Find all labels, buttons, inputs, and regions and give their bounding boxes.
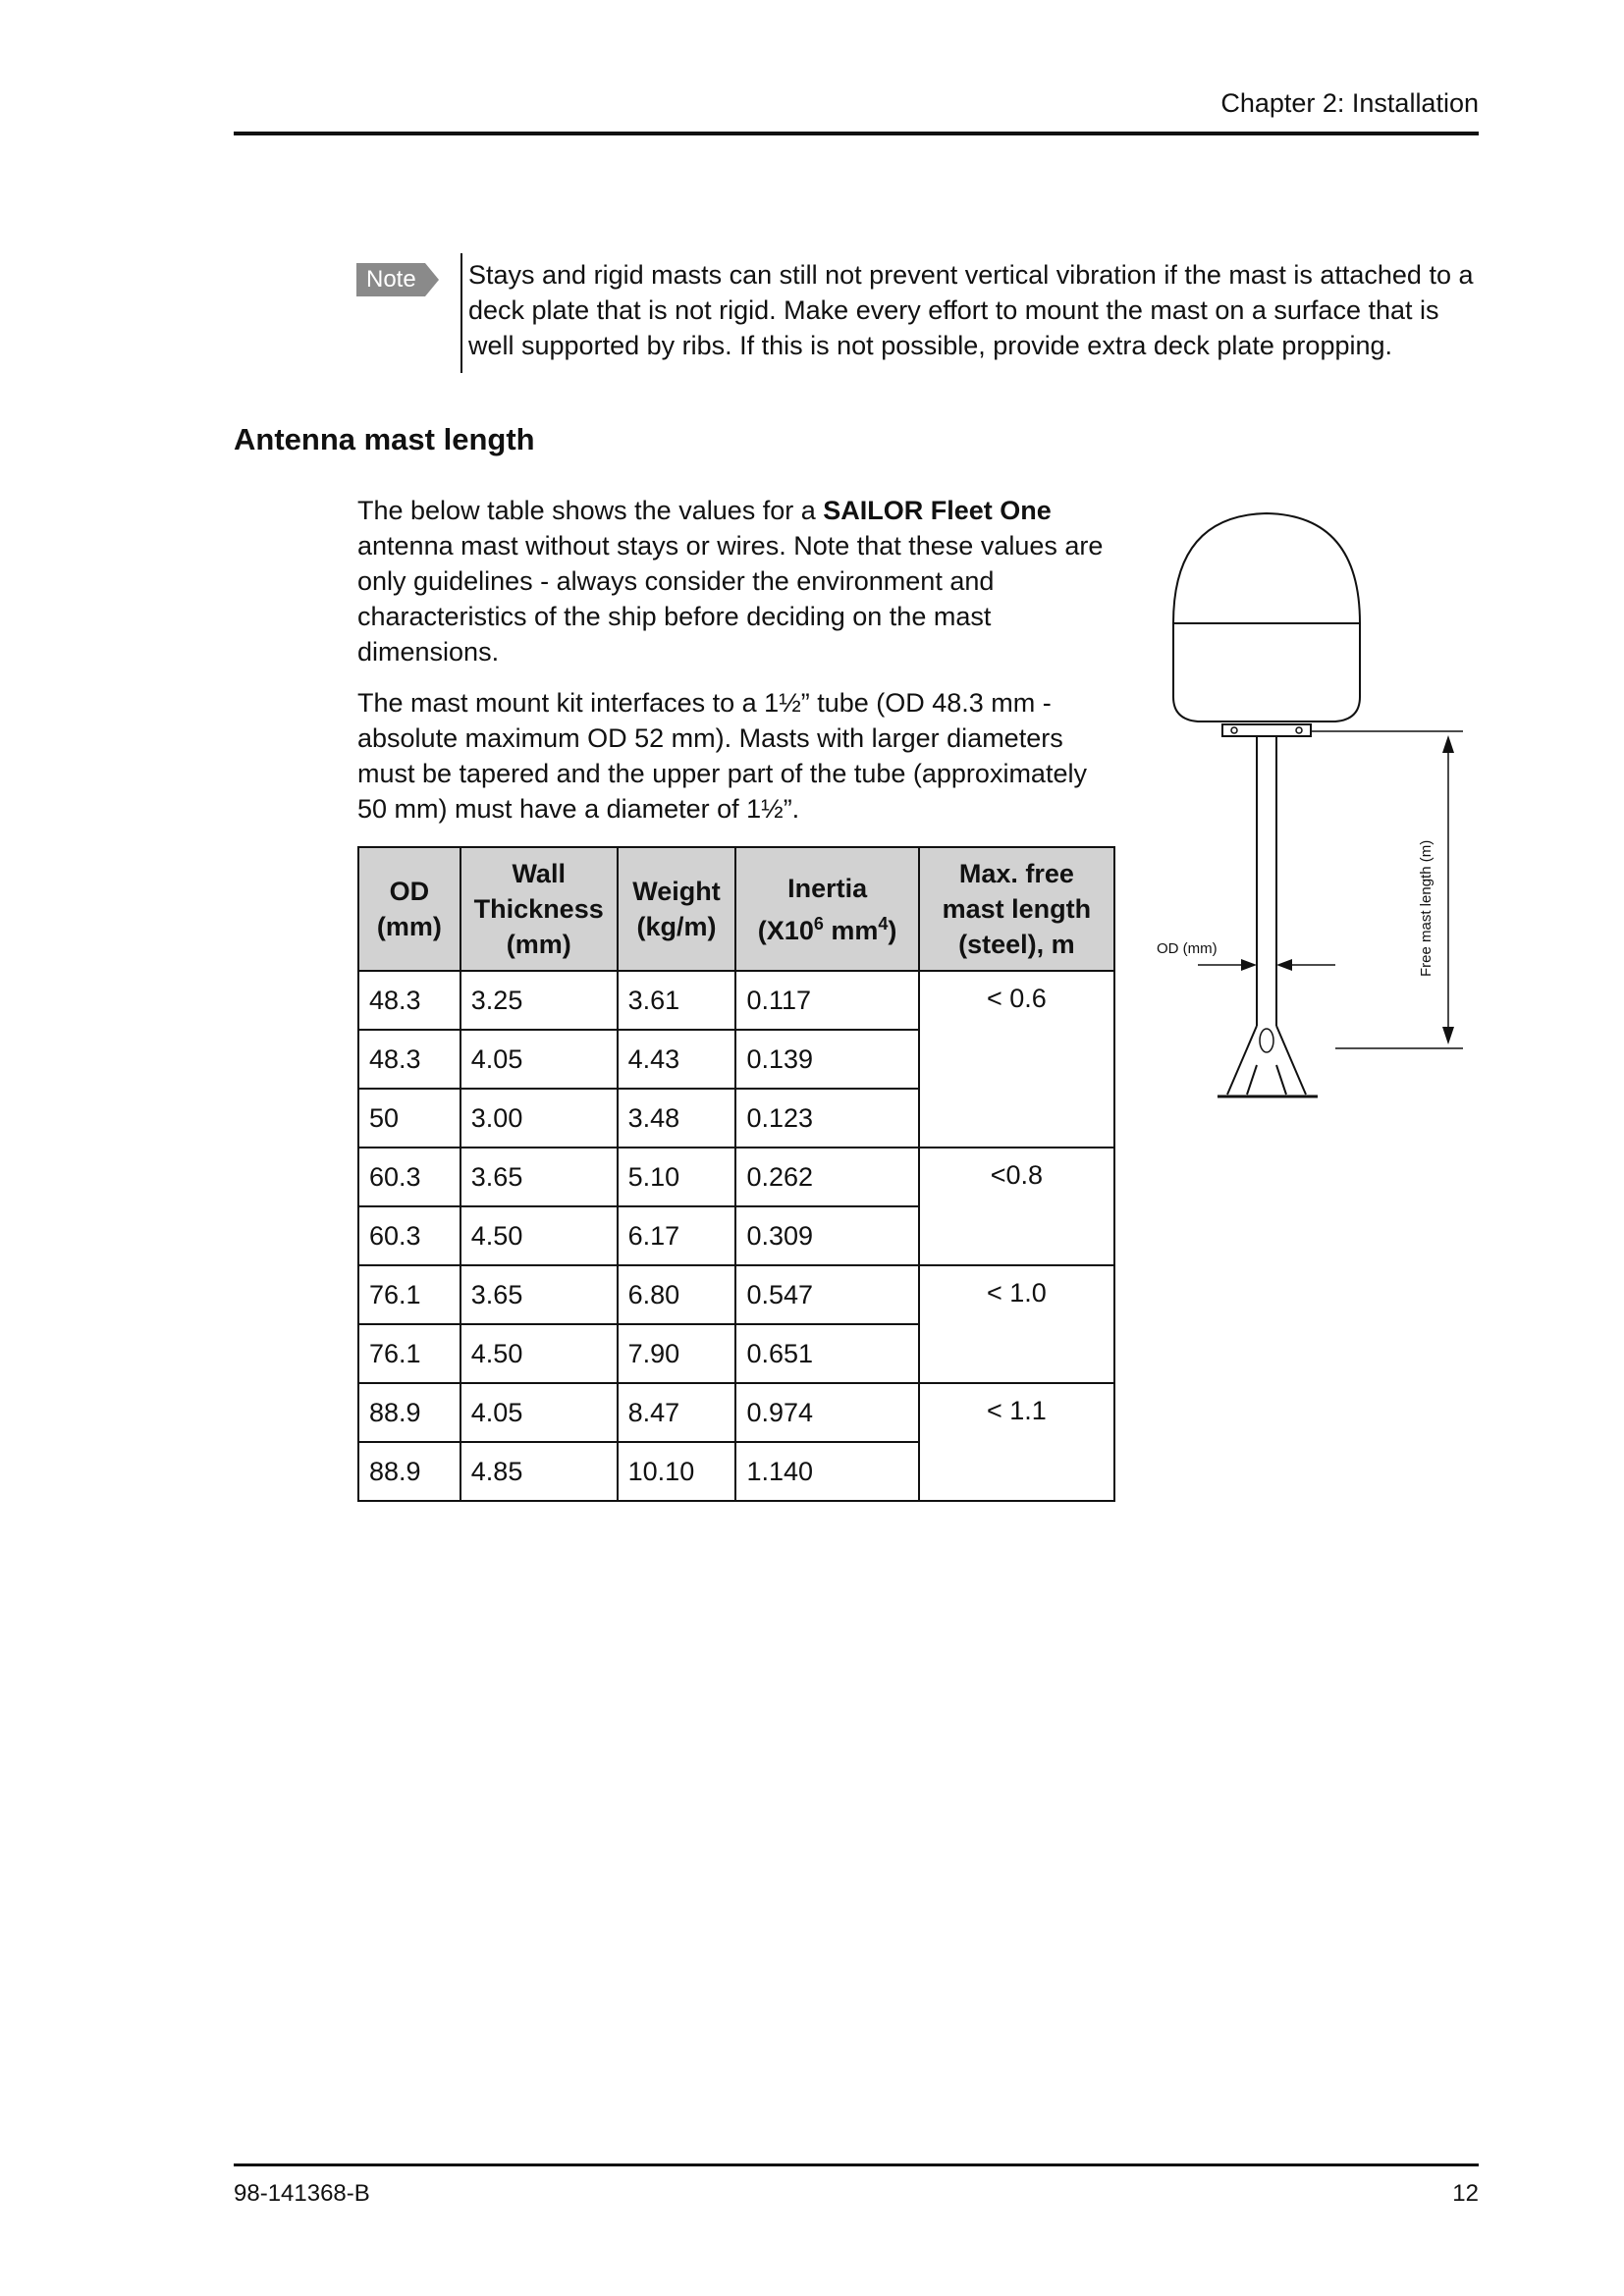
section-title: Antenna mast length — [234, 422, 535, 456]
cell-weight: 6.17 — [618, 1206, 736, 1265]
cell-wall: 4.50 — [460, 1324, 618, 1383]
arrow-right-icon — [1241, 959, 1257, 971]
cell-weight: 10.10 — [618, 1442, 736, 1501]
arrow-down-icon — [1442, 1027, 1454, 1044]
mast-spec-table — [357, 846, 1115, 1502]
cell-weight: 8.47 — [618, 1383, 736, 1442]
cell-inertia: 1.140 — [735, 1442, 918, 1501]
table-header-row — [358, 847, 1114, 971]
cell-max-length: < 1.1 — [919, 1383, 1114, 1501]
cell-wall: 4.85 — [460, 1442, 618, 1501]
table-row — [358, 1383, 1114, 1442]
header-max-length: Max. free mast length (steel), m — [919, 847, 1114, 971]
cell-wall: 4.50 — [460, 1206, 618, 1265]
cell-wall: 4.05 — [460, 1383, 618, 1442]
cell-inertia: 0.139 — [735, 1030, 918, 1089]
radome-dome — [1173, 513, 1360, 623]
page-number: 12 — [1452, 2180, 1479, 2207]
header-od: OD (mm) — [358, 847, 460, 971]
cell-weight: 4.43 — [618, 1030, 736, 1089]
cell-od: 76.1 — [358, 1265, 460, 1324]
free-mast-length-label: Free mast length (m) — [1418, 839, 1435, 977]
antenna-mast-diagram — [1139, 496, 1492, 1104]
cell-wall: 3.65 — [460, 1265, 618, 1324]
table-row — [358, 971, 1114, 1030]
cell-max-length: < 1.0 — [919, 1265, 1114, 1383]
product-name: SAILOR Fleet One — [823, 496, 1052, 525]
cell-inertia: 0.547 — [735, 1265, 918, 1324]
cell-weight: 6.80 — [618, 1265, 736, 1324]
cell-weight: 3.48 — [618, 1089, 736, 1148]
cell-weight: 5.10 — [618, 1148, 736, 1206]
note-label: Note — [356, 263, 425, 296]
chapter-title: Chapter 2: Installation — [1220, 88, 1479, 118]
cell-wall: 3.65 — [460, 1148, 618, 1206]
intro-text-before: The below table shows the values for a — [357, 496, 824, 525]
header-inertia: Inertia ($X10^6$ $mm^4$) — [735, 847, 918, 971]
od-label: OD (mm) — [1157, 940, 1218, 957]
cell-inertia: 0.651 — [735, 1324, 918, 1383]
cell-wall: 3.00 — [460, 1089, 618, 1148]
mast-hole — [1260, 1029, 1273, 1052]
cell-inertia: 0.974 — [735, 1383, 918, 1442]
cell-max-length: < 0.6 — [919, 971, 1114, 1148]
cell-od: 48.3 — [358, 1030, 460, 1089]
cell-od: 60.3 — [358, 1148, 460, 1206]
intro-paragraph — [357, 493, 1113, 669]
cell-od: 50 — [358, 1089, 460, 1148]
header-weight: Weight (kg/m) — [618, 847, 736, 971]
arrow-left-icon — [1276, 959, 1292, 971]
header-wall-thickness: Wall Thickness (mm) — [460, 847, 618, 971]
mast-base — [1227, 1026, 1306, 1095]
cell-max-length: <0.8 — [919, 1148, 1114, 1265]
table-row — [358, 1265, 1114, 1324]
bolt-icon — [1296, 727, 1302, 733]
note-divider — [460, 253, 462, 373]
cell-od: 76.1 — [358, 1324, 460, 1383]
arrow-up-icon — [1442, 735, 1454, 753]
interface-paragraph: The mast mount kit interfaces to a 1½” tube (OD 48.3 mm - absolute maximum OD 52 mm). Masts with larger diameters must be tapered and the upper part of the tube (approximately 50 mm) must have a diameter of 1½”. — [357, 688, 1087, 824]
intro-text-after: antenna mast without stays or wires. Note that these values are only guidelines - always consider the environment and characteristics of the ship before deciding on the mast dimensions. — [357, 531, 1104, 667]
cell-inertia: 0.117 — [735, 971, 918, 1030]
cell-od: 48.3 — [358, 971, 460, 1030]
cell-inertia: 0.309 — [735, 1206, 918, 1265]
cell-od: 88.9 — [358, 1383, 460, 1442]
bolt-icon — [1231, 727, 1237, 733]
cell-od: 60.3 — [358, 1206, 460, 1265]
mount-plate — [1222, 724, 1311, 736]
cell-wall: 3.25 — [460, 971, 618, 1030]
cell-weight: 7.90 — [618, 1324, 736, 1383]
document-number: 98-141368-B — [234, 2180, 370, 2207]
radome-base — [1173, 623, 1360, 721]
note-text: Stays and rigid masts can still not prevent vertical vibration if the mast is attached to a deck plate that is not rigid. Make every effort to mount the mast on a surface that is well supported by ribs. If this is not possible, provide extra deck plate propping. — [468, 260, 1474, 360]
page-header — [234, 88, 1479, 135]
cell-weight: 3.61 — [618, 971, 736, 1030]
cell-wall: 4.05 — [460, 1030, 618, 1089]
cell-inertia: 0.123 — [735, 1089, 918, 1148]
page-footer — [234, 2163, 1479, 2206]
cell-inertia: 0.262 — [735, 1148, 918, 1206]
cell-od: 88.9 — [358, 1442, 460, 1501]
table-row — [358, 1148, 1114, 1206]
